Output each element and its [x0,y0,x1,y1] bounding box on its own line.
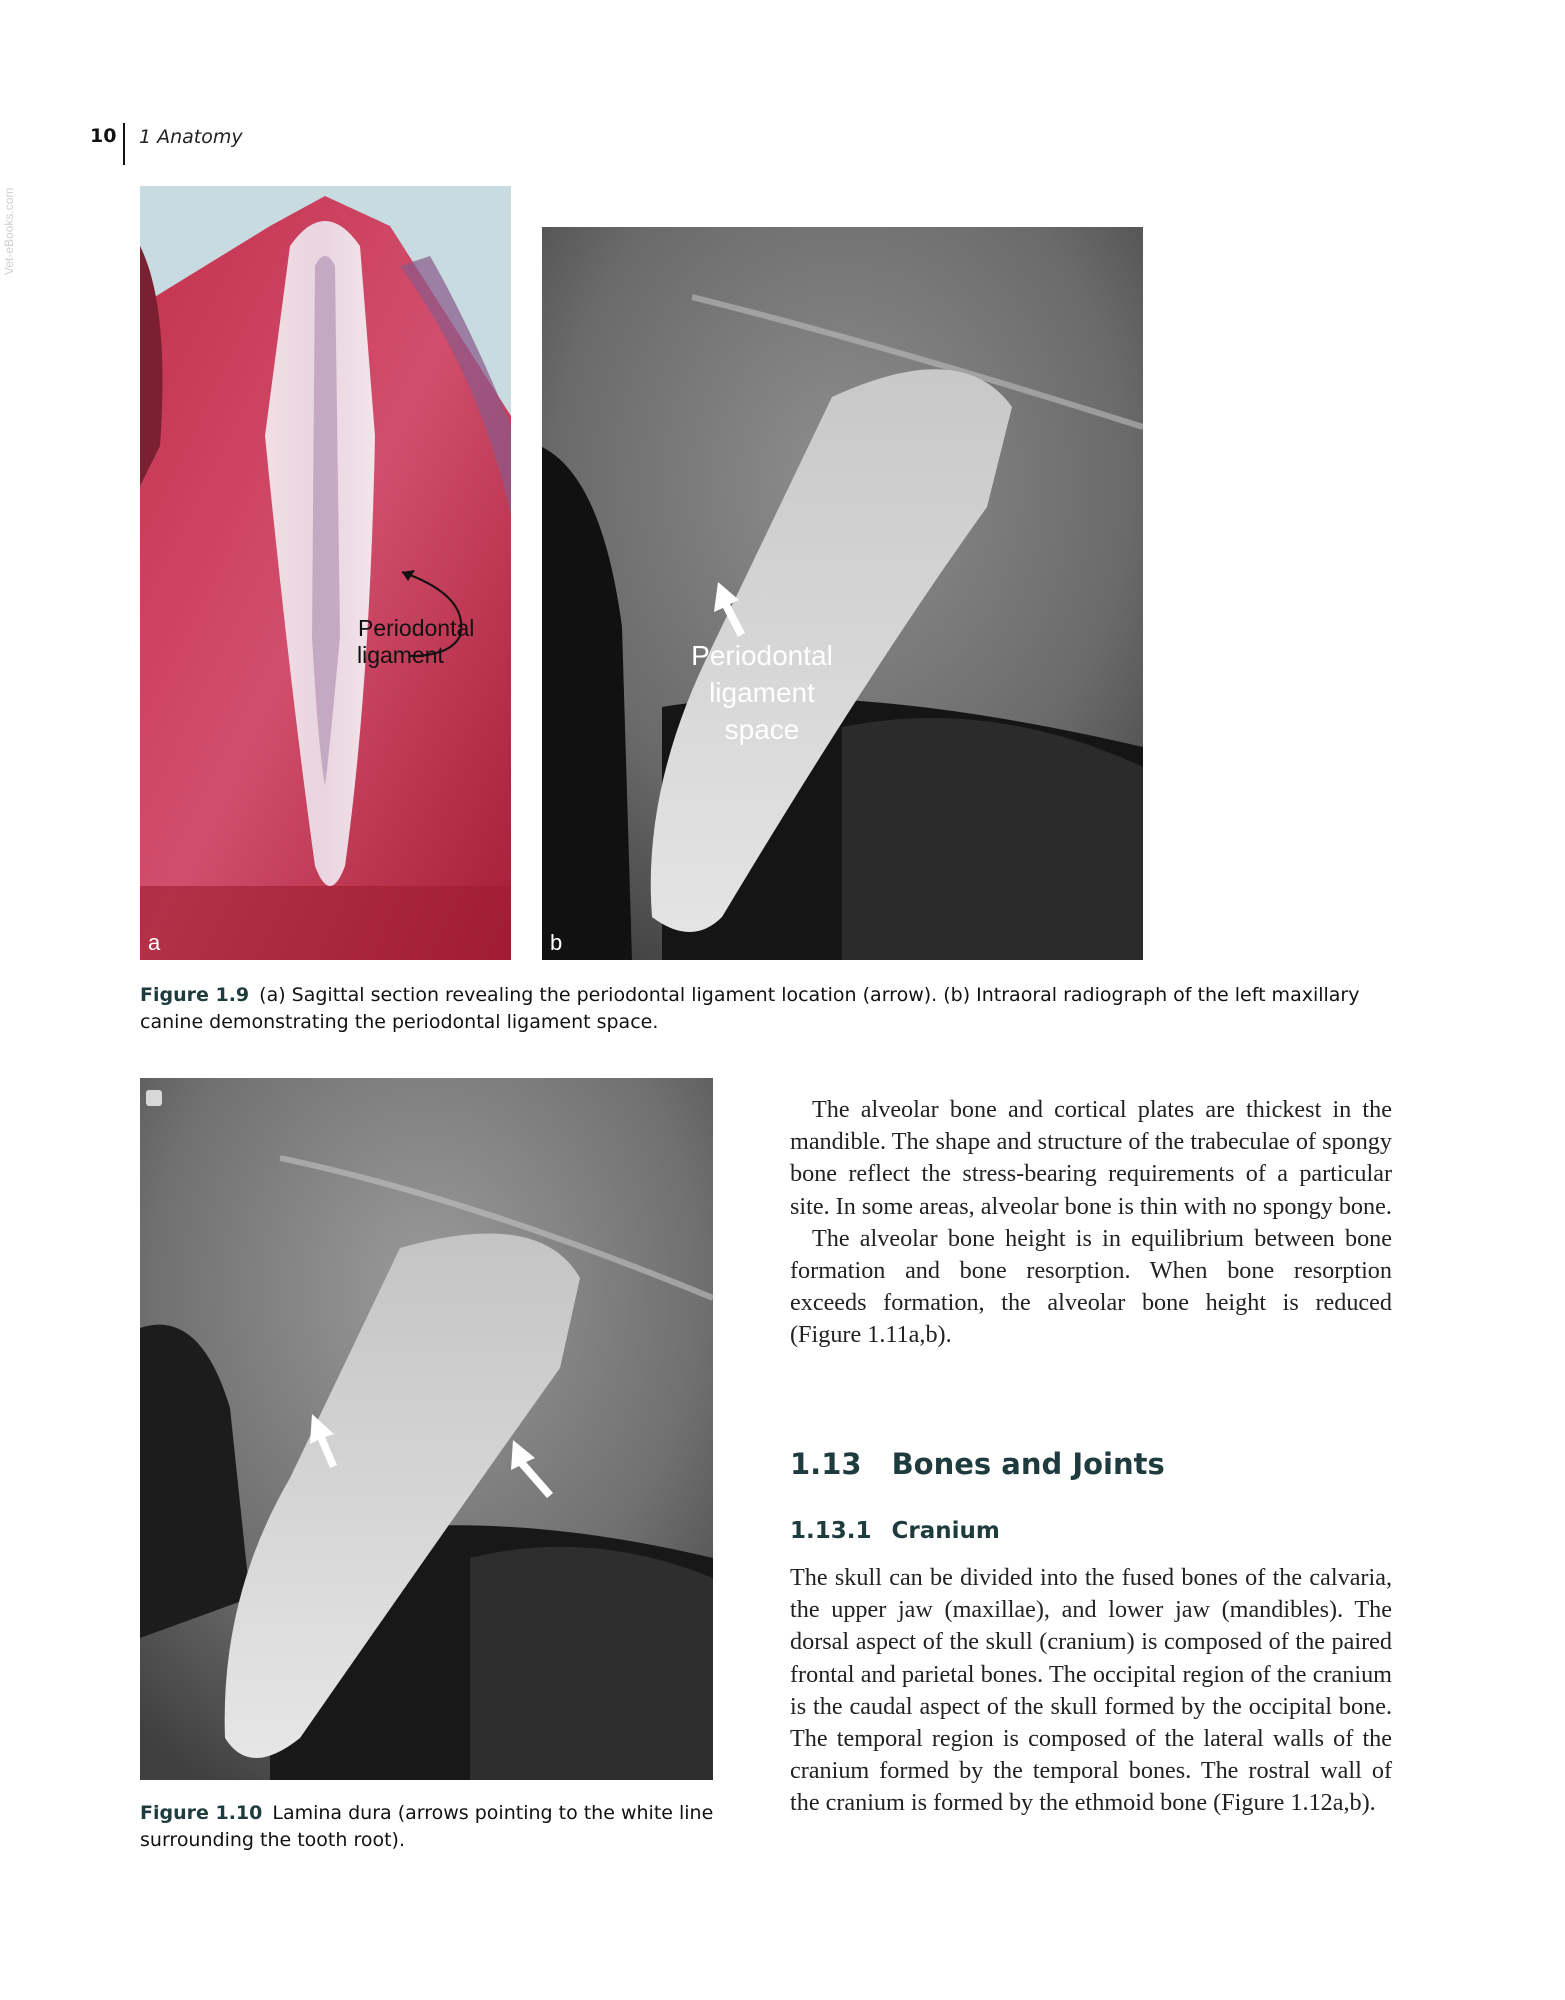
section-heading [790,1447,1165,1481]
subsection-title: Cranium [891,1518,1000,1544]
subsection-heading [790,1518,1000,1544]
section-title: Bones and Joints [891,1447,1165,1481]
panel-b-letter: b [550,930,563,955]
panel-a-annotation-line1: Periodontal [358,615,475,641]
panel-b-annotation-line3: space [724,714,800,745]
panel-a-annotation-line2: ligament [357,642,444,668]
figure-1-10-radiograph [140,1078,713,1780]
subsection-number: 1.13.1 [790,1518,872,1544]
body-column-bottom [790,1562,1392,1820]
paragraph-bone-height: The alveolar bone height is in equilibrium between bone formation and bone resorption. When bone resorption exceeds formation, the alveolar bone height is reduced (Figure 1.11a,b). [790,1224,1392,1349]
figure-1-9-caption-text: (a) Sagittal section revealing the periodontal ligament location (arrow). (b) Intraoral radiograph of the left maxillary canine demonstrating the periodontal ligament space. [140,984,1360,1033]
watermark: Vet-eBooks.com [2,187,16,275]
figure-1-9-label: Figure 1.9 [140,984,250,1006]
body-column-top [790,1094,1392,1352]
figure-1-10-caption [140,1800,730,1854]
figure-1-10-label: Figure 1.10 [140,1802,263,1824]
running-head: 1 Anatomy [139,126,243,148]
section-number: 1.13 [790,1447,862,1481]
page-number: 10 [90,125,117,147]
paragraph-alveolar-bone: The alveolar bone and cortical plates are thickest in the mandible. The shape and structure of the trabeculae of spongy bone reflect the stress-bearing requirements of a particular site. In some areas, alveolar bone is thin with no spongy bone. [790,1096,1392,1220]
panel-b-annotation-line1: Periodontal [691,640,833,671]
figure-1-10-caption-text: Lamina dura (arrows pointing to the white line surrounding the tooth root). [140,1802,714,1851]
figure-1-9b-radiograph [542,227,1143,960]
figure-1-9a-photo [140,186,511,960]
paragraph-cranium: The skull can be divided into the fused bones of the calvaria, the upper jaw (maxillae), and lower jaw (mandibles). The dorsal aspect of the skull (cranium) is composed of the paired frontal and parietal bones. The occipital region of the cranium is the caudal aspect of the skull formed by the occipital bone. The temporal region is composed of the lateral walls of the cranium formed by the temporal bones. The rostral wall of the cranium is formed by the ethmoid bone (Figure 1.12a,b). [790,1564,1392,1817]
figure-1-9-caption [140,982,1400,1036]
header-divider [123,123,125,165]
panel-a-letter: a [148,930,161,955]
panel-b-annotation-line2: ligament [709,677,815,708]
